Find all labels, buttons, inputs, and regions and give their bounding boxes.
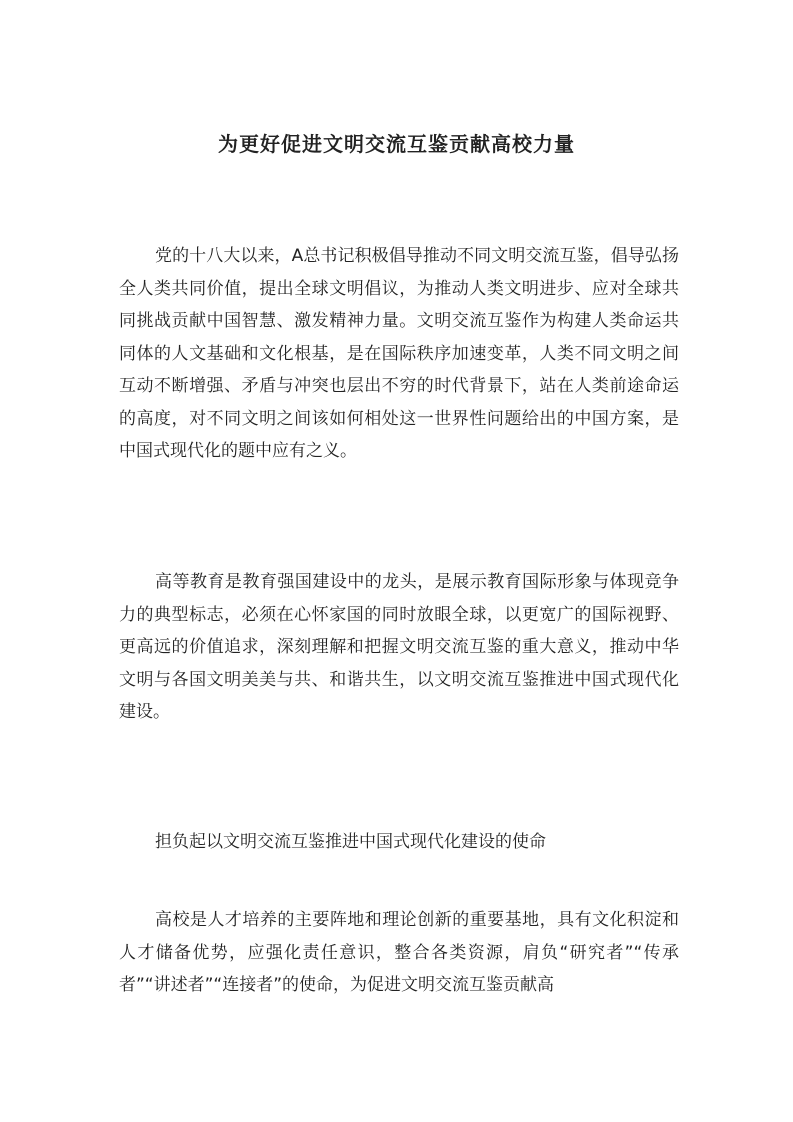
paragraph-3: 高校是人才培养的主要阵地和理论创新的重要基地，具有文化积淀和人才储备优势，应强化责任意识，整合各类资源，肩负“研究者”“传承者”“讲述者”“连接者”的使命，为促进文明交流互鉴贡献高 xyxy=(119,910,679,995)
paragraph-2: 高等教育是教育强国建设中的龙头，是展示教育国际形象与体现竞争力的典型标志，必须在心怀家国的同时放眼全球，以更宽广的国际视野、更高远的价值追求，深刻理解和把握文明交流互鉴的重大意义，推动中华文明与各国文明美美与共、和谐共生，以文明交流互鉴推进中国式现代化建设。 xyxy=(119,572,679,722)
section-heading: 担负起以文明交流互鉴推进中国式现代化建设的使命 xyxy=(155,832,546,852)
document-title: 为更好促进文明交流互鉴贡献高校力量 xyxy=(218,132,575,156)
paragraph-1: 党的十八大以来，A总书记积极倡导推动不同文明交流互鉴，倡导弘扬全人类共同价值，提出全球文明倡议，为推动人类文明进步、应对全球共同挑战贡献中国智慧、激发精神力量。文明交流互鉴作为构建人类命运共同体的人文基础和文化根基，是在国际秩序加速变革，人类不同文明之间互动不断增强、矛盾与冲突也层出不穷的时代背景下，站在人类前途命运的高度，对不同文明之间该如何相处这一世界性问题给出的中国方案，是中国式现代化的题中应有之义。 xyxy=(119,246,679,461)
